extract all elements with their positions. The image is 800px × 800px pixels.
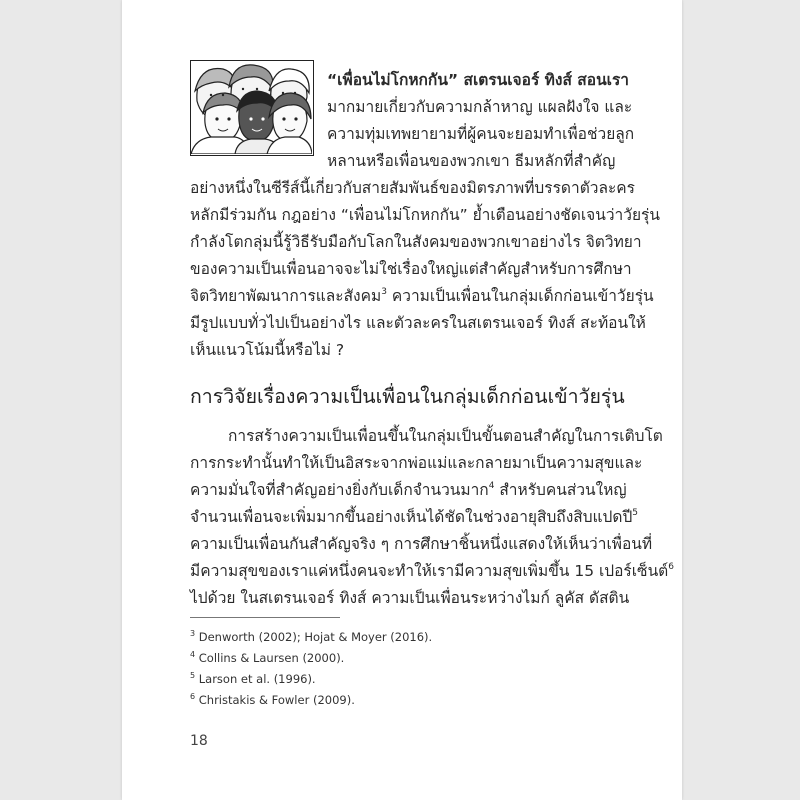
body-line: การกระทำนั้นทำให้เป็นอิสระจากพ่อแม่และกลายมาเป็นความสุขและ xyxy=(190,454,643,472)
footnote-ref-5: 5 xyxy=(632,508,639,518)
body-line xyxy=(190,507,638,527)
body-line xyxy=(190,480,627,500)
intro-title-rest: สเตรนเจอร์ ทิงส์ สอนเรา xyxy=(458,71,629,89)
characters-illustration xyxy=(190,60,314,156)
footnote-number: 4 xyxy=(190,650,196,659)
footnote-text: Christakis & Fowler (2009). xyxy=(198,693,355,707)
intro-line: หลักมีร่วมกัน กฎอย่าง “เพื่อนไม่โกหกกัน” ย้ำเตือนอย่างชัดเจนว่าวัยรุ่น xyxy=(190,206,660,224)
characters-drawing xyxy=(191,61,312,154)
body-line-6a: มีความสุขของเราแค่หนึ่งคนจะทำให้เรามีความสุขเพิ่มขึ้น 15 เปอร์เซ็นต์ xyxy=(190,562,669,580)
page-number: 18 xyxy=(190,733,208,749)
footnote-ref-4: 4 xyxy=(488,481,495,491)
intro-line xyxy=(190,286,654,306)
footnote-number: 5 xyxy=(190,671,196,680)
intro-line: ของความเป็นเพื่อนอาจจะไม่ใช่เรื่องใหญ่แต่สำคัญสำหรับการศึกษา xyxy=(190,260,632,278)
footnote-number: 6 xyxy=(190,692,196,701)
footnote xyxy=(190,672,316,686)
intro-line: มากมายเกี่ยวกับความกล้าหาญ แผลฝังใจ และ xyxy=(327,98,633,116)
body-line-3a: ความมั่นใจที่สำคัญอย่างยิ่งกับเด็กจำนวนมาก xyxy=(190,481,489,499)
footnote-ref-3: 3 xyxy=(381,287,387,297)
body-line xyxy=(190,561,674,581)
footnote-ref-6: 6 xyxy=(668,562,674,572)
intro-line: หลานหรือเพื่อนของพวกเขา ธีมหลักที่สำคัญ xyxy=(327,152,616,170)
intro-line: มีรูปแบบทั่วไปเป็นอย่างไร และตัวละครในสเตรนเจอร์ ทิงส์ สะท้อนให้ xyxy=(190,314,646,332)
footnote-text: Collins & Laursen (2000). xyxy=(198,651,345,665)
body-line-3b: สำหรับคนส่วนใหญ่ xyxy=(494,481,627,499)
footnote xyxy=(190,630,432,644)
intro-line-8a: จิตวิทยาพัฒนาการและสังคม xyxy=(190,287,382,305)
intro-line: เห็นแนวโน้มนี้หรือไม่ ? xyxy=(190,341,345,359)
footnote-number: 3 xyxy=(190,629,196,638)
body-line: ความเป็นเพื่อนกันสำคัญจริง ๆ การศึกษาชิ้นหนึ่งแสดงให้เห็นว่าเพื่อนที่ xyxy=(190,535,653,553)
body-line: การสร้างความเป็นเพื่อนขึ้นในกลุ่มเป็นขั้นตอนสำคัญในการเติบโต xyxy=(228,427,663,445)
body-line-4a: จำนวนเพื่อนจะเพิ่มมากขึ้นอย่างเห็นได้ชัดในช่วงอายุสิบถึงสิบแปดปี xyxy=(190,508,633,526)
intro-line-8b: ความเป็นเพื่อนในกลุ่มเด็กก่อนเข้าวัยรุ่น xyxy=(386,287,654,305)
intro-title-line xyxy=(327,70,629,90)
footnote-text: Denworth (2002); Hojat & Moyer (2016). xyxy=(198,630,433,644)
footnote-divider xyxy=(190,617,340,618)
footnote xyxy=(190,693,355,707)
footnote-text: Larson et al. (1996). xyxy=(198,672,316,686)
intro-line: อย่างหนึ่งในซีรีส์นี้เกี่ยวกับสายสัมพันธ์ของมิตรภาพที่บรรดาตัวละคร xyxy=(190,179,635,197)
intro-title-quote: “เพื่อนไม่โกหกกัน” xyxy=(327,71,459,89)
intro-line: กำลังโตกลุ่มนี้รู้วิธีรับมือกับโลกในสังคมของพวกเขาอย่างไร จิตวิทยา xyxy=(190,233,642,251)
intro-line: ความทุ่มเทพยายามที่ผู้คนจะยอมทำเพื่อช่วยลูก xyxy=(327,125,635,143)
section-heading: การวิจัยเรื่องความเป็นเพื่อนในกลุ่มเด็กก่อนเข้าวัยรุ่น xyxy=(190,385,625,408)
body-line: ไปด้วย ในสเตรนเจอร์ ทิงส์ ความเป็นเพื่อนระหว่างไมก์ ลูคัส ดัสติน xyxy=(190,589,630,607)
footnote xyxy=(190,651,344,665)
